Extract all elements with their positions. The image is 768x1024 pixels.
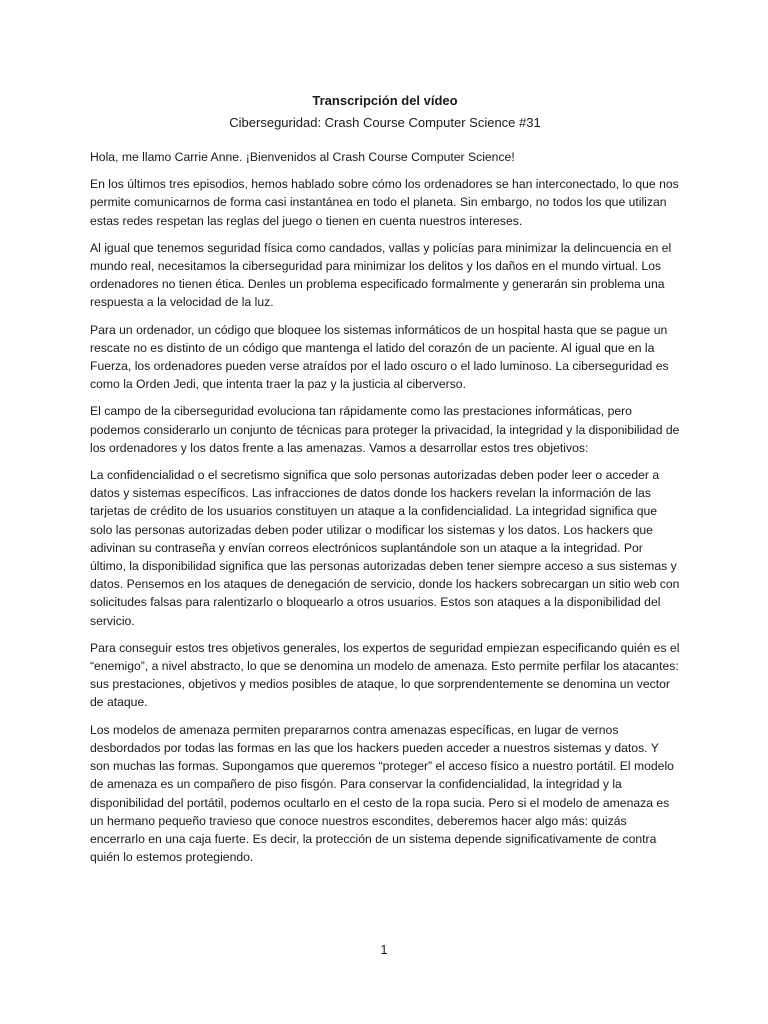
page-number: 1 xyxy=(380,943,388,957)
paragraph-physical-security: Al igual que tenemos seguridad física como candados, vallas y policías para minimizar la delincuencia en el mundo real, necesitamos la ciberseguridad para minimizar los delitos y los daños en el mundo virtual. Los ordenadores no tienen ética. Denles un problema especificado formalmente y generarán sin problema una respuesta a la velocidad de la luz. xyxy=(90,240,672,310)
document-body xyxy=(90,148,680,866)
paragraph-hospital-example: Para un ordenador, un código que bloquee los sistemas informáticos de un hospital hasta que se pague un rescate no es distinto de un código que mantenga el latido del corazón de un paciente. Al igual que en la Fuerza, los ordenadores pueden verse atraídos por el lado oscuro o el lado luminoso. La ciberseguridad es como la Orden Jedi, que intenta traer la paz y la justicia al ciberverso. xyxy=(90,322,669,392)
paragraph-cia-triad: La confidencialidad o el secretismo significa que solo personas autorizadas deben poder leer o acceder a datos y sistemas específicos. Las infracciones de datos donde los hackers revelan la información de las tarjetas de crédito de los usuarios constituyen un ataque a la confidencialidad. La integridad significa que solo las personas autorizadas deben poder utilizar o modificar los sistemas y los datos. Los hackers que adivinan su contraseña y envían correos electrónicos suplantándole son un ataque a la integridad. Por último, la disponibilidad significa que las personas autorizadas deben tener siempre acceso a sus sistemas y datos. Pensemos en los ataques de denegación de servicio, donde los hackers sobrecargan un sitio web con solicitudes falsas para ralentizarlo o bloquearlo a otros usuarios. Estos son ataques a la disponibilidad del servicio. xyxy=(90,468,680,628)
paragraph-intro: En los últimos tres episodios, hemos hablado sobre cómo los ordenadores se han interconectado, lo que nos permite comunicarnos de forma casi instantánea en todo el planeta. Sin embargo, no todos los que utilizan estas redes respetan las reglas del juego o tienen en cuenta nuestros intereses. xyxy=(90,177,679,228)
document-title: Transcripción del vídeo xyxy=(312,93,458,108)
paragraph-threat-model-examples: Los modelos de amenaza permiten prepararnos contra amenazas específicas, en lugar de vernos desbordados por todas las formas en las que los hackers pueden acceder a nuestros sistemas y datos. Y son muchas las formas. Supongamos que queremos “proteger” el acceso físico a nuestro portátil. El modelo de amenaza es un compañero de piso fisgón. Para conservar la confidencialidad, la integridad y la disponibilidad del portátil, podemos ocultarlo en el cesto de la ropa sucia. Pero si el modelo de amenaza es un hermano pequeño travieso que conoce nuestros escondites, deberemos hacer algo más: quizás encerrarlo en una caja fuerte. Es decir, la protección de un sistema depende significativamente de contra quién lo estemos protegiendo. xyxy=(90,722,674,865)
paragraph-greeting: Hola, me llamo Carrie Anne. ¡Bienvenidos al Crash Course Computer Science! xyxy=(90,150,515,164)
paragraph-threat-model: Para conseguir estos tres objetivos generales, los expertos de seguridad empiezan especificando quién es el “enemigo”, a nivel abstracto, lo que se denomina un modelo de amenaza. Esto permite perfilar los atacantes: sus prestaciones, objetivos y medios posibles de ataque, lo que sorprendentemente se denomina un vector de ataque. xyxy=(90,640,680,710)
document-subtitle: Ciberseguridad: Crash Course Computer Science #31 xyxy=(229,115,541,130)
paragraph-field-overview: El campo de la ciberseguridad evoluciona tan rápidamente como las prestaciones informáticas, pero podemos considerarlo un conjunto de técnicas para proteger la privacidad, la integridad y la disponibilidad de los ordenadores y los datos frente a las amenazas. Vamos a desarrollar estos tres objetivos: xyxy=(90,404,680,455)
